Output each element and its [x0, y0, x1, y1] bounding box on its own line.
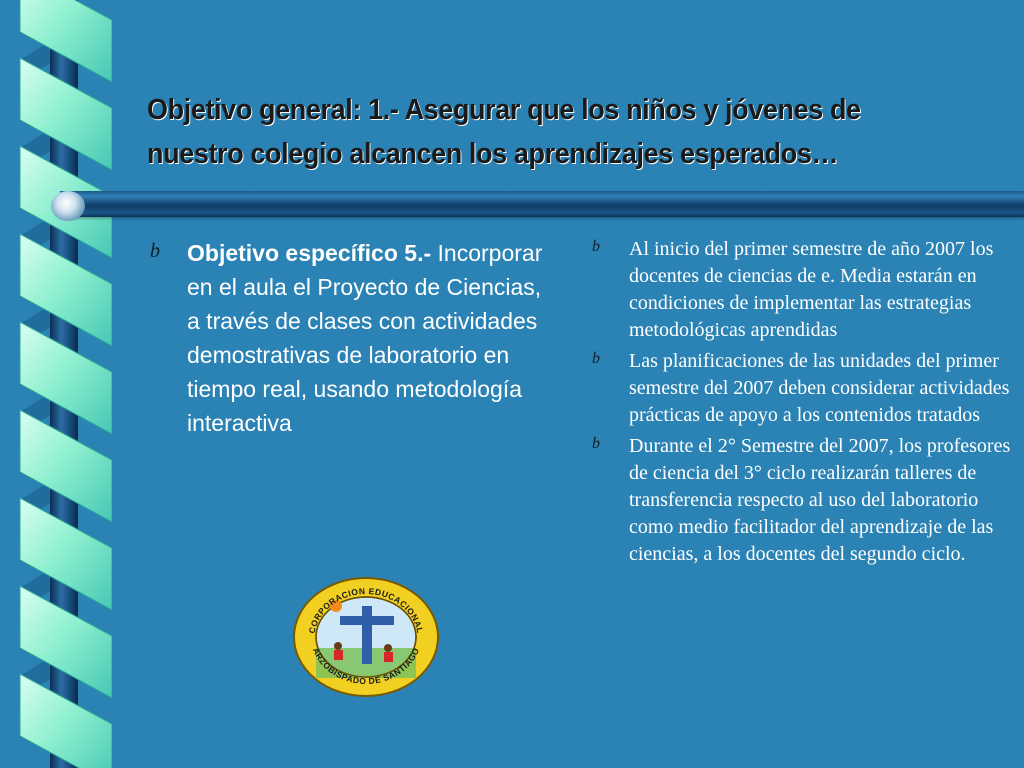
list-item-text: Las planificaciones de las unidades del primer semestre del 2007 deben considerar actividades prácticas de apoyo a los contenidos tratados: [629, 350, 1010, 426]
list-item: [592, 433, 1012, 568]
slide-title-line-1: Objetivo general: 1.- Asegurar que los niños y jóvenes de: [147, 94, 861, 126]
specific-objective-heading: Objetivo específico 5.-: [187, 240, 432, 266]
bullet-icon: b: [592, 435, 600, 452]
slide-title-line-2: nuestro colegio alcancen los aprendizajes esperados…: [147, 138, 839, 170]
svg-text:CORPORACION EDUCACIONAL: CORPORACION EDUCACIONAL: [306, 585, 426, 635]
divider-knob: [51, 191, 85, 221]
bullet-icon: b: [592, 238, 600, 255]
bullet-icon: b: [150, 240, 160, 262]
left-column: [150, 236, 550, 440]
list-item: [592, 348, 1012, 429]
title-divider-bar: [60, 191, 1024, 217]
specific-objective-body: Incorporar en el aula el Proyecto de Ciencias, a través de clases con actividades demostrativas de laboratorio en tiempo real, usando metodología interactiva: [187, 240, 543, 436]
decorative-ribbon-band: [0, 0, 112, 768]
specific-objective-item: [150, 236, 550, 440]
svg-text:ARZOBISPADO DE SANTIAGO: ARZOBISPADO DE SANTIAGO: [310, 646, 422, 687]
school-seal-logo: [292, 576, 440, 698]
list-item: [592, 236, 1012, 344]
slide-title: [147, 88, 947, 176]
list-item-text: Durante el 2° Semestre del 2007, los profesores de ciencia del 3° ciclo realizarán talleres de transferencia respecto al uso del laboratorio como medio facilitador del aprendizaje de las ciencias, a los docentes del segundo ciclo.: [629, 435, 1011, 565]
list-item-text: Al inicio del primer semestre de año 2007 los docentes de ciencias de e. Media estarán en condiciones de implementar las estrategias metodológicas aprendidas: [629, 238, 994, 341]
right-column: [592, 236, 1012, 572]
bullet-icon: b: [592, 350, 600, 367]
specific-objective-text: [187, 236, 550, 440]
